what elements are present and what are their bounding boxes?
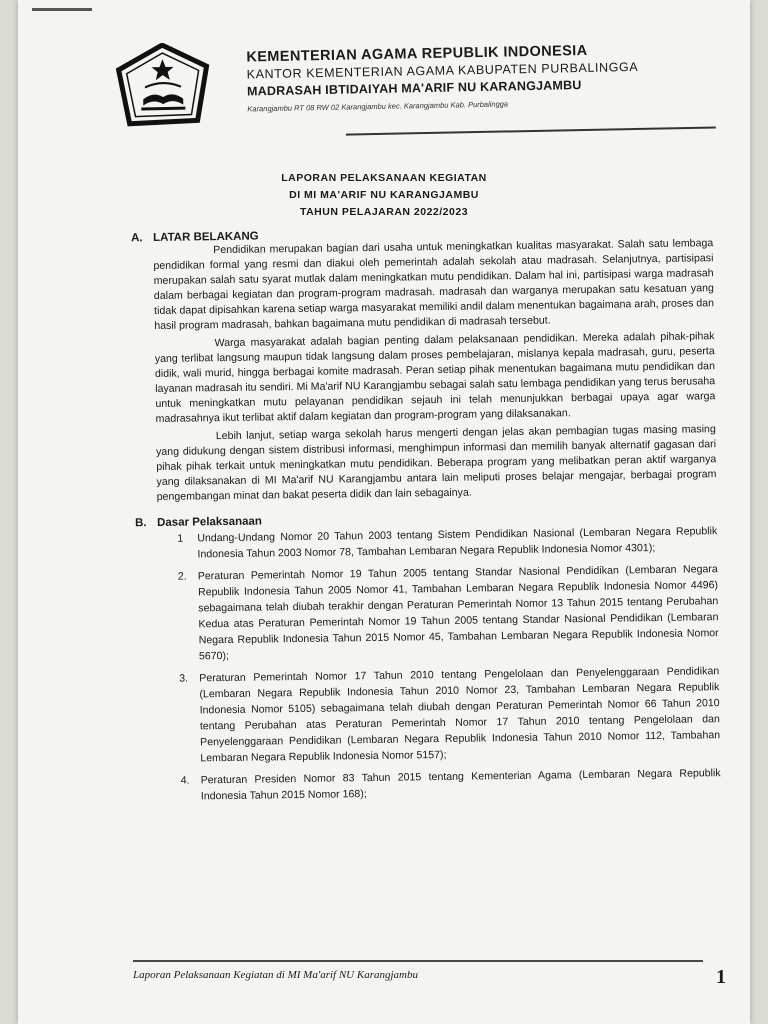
- report-title: [18, 170, 750, 221]
- section-a-letter: A.: [131, 232, 143, 245]
- report-body: [131, 224, 721, 811]
- footer-text: Laporan Pelaksanaan Kegiatan di MI Ma'arif NU Karangjambu: [133, 969, 418, 981]
- title-line-2: DI MI MA'ARIF NU KARANGJAMBU: [289, 189, 479, 201]
- list-item: [159, 663, 720, 767]
- paragraph: Pendidikan merupakan bagian dari usaha untuk meningkatkan kualitas masyarakat. Salah satu lembaga pendidikan formal yang resmi dan diakui oleh pemerintah adalah sekolah atau madrasah. Selanjutnya, partisipasi merupakan salah satu syarat mutlak dalam meningkatkan mutu pendidikan. Dalam hal ini, partisipasi warga madrasah dalam berbagai kegiatan dan program-program madrasah. madrasah dan warganya merupakan satu kesatuan yang tidak dapat dipisahkan karena setiap warga masyarakat memiliki andil dalam menentukan bagaimana arah, proses dan hasil program madrasah, bahkan bagaimana mutu pendidikan di madrasah tersebut.: [153, 237, 715, 332]
- letterhead-address: Karangjambu RT 08 RW 02 Karangjambu kec. Karangjambu Kab. Purbalingga: [247, 99, 509, 114]
- title-line-1: LAPORAN PELAKSANAAN KEGIATAN: [281, 172, 487, 184]
- title-line-3: TAHUN PELAJARAN 2022/2023: [299, 206, 469, 218]
- list-item-text: Peraturan Pemerintah Nomor 19 Tahun 2005 tentang Standar Nasional Pendidikan (Lembaran Negara Republik Indonesia Tahun 2005 Nomor 41, Tambahan Lembaran Negara Republik Indonesia Nomor 4496) sebagaimana telah diubah terakhir dengan Peraturan Pemerintah Nomor 13 Tahun 2015 tentang Perubahan Kedua atas Peraturan Pemerintah Nomor 19 Tahun 2005 tentang Standar Nasional Pendidikan (Lembaran Negara Republik Indonesia Tahun 2015 Nomor 45, Tambahan Lembaran Negara Republik Indonesia Nomor 5670);: [197, 563, 719, 663]
- document-page: [18, 0, 750, 1024]
- list-item-number: 2.: [177, 570, 187, 583]
- paragraph: Warga masyarakat adalah bagian penting dalam pelaksanaan pendidikan. Mereka adalah pihak-pihak yang terlibat langsung maupun tidak langsung dalam proses pembelajaran, mislanya kepala madrasah, guru, peserta didik, wali murid, hingga berbagai komite madrasah. Peran setiap pihak menentukan bagaimana mutu pendidikan dan layanan madrasah itu sendiri. Mi Ma'arif NU Karangjambu sebagai salah satu lembaga pendidikan yang terus berusaha untuk meningkatkan mutu pelayanan pendidikan sejauh ini telah menunjukkan berbagai upaya agar warga madrasahnya ikut terlibat aktif dalam kegiatan dan program-program yang dilaksanakan.: [154, 330, 716, 425]
- section-b-letter: B.: [134, 517, 147, 530]
- letterhead-office: KANTOR KEMENTERIAN AGAMA KABUPATEN PURBALINGGA: [246, 59, 639, 82]
- paragraph: Lebih lanjut, setiap warga sekolah harus mengerti dengan jelas akan pembagian tugas masing masing yang didukung dengan sistem distribusi informasi, menghimpun informasi dan memilih banyak alternatif gagasan dari pihak pihak terkait untuk meningkatkan mutu pendidikan. Beberapa program yang melibatkan peran aktif warganya yang dilaksanakan di MI Ma'arif NU Karangjambu antara lain meliputi proses belajar mengajar, berbagai program pengembangan minat dan bakat peserta didik dan lain sebagainya.: [155, 423, 717, 503]
- page-number: 1: [716, 966, 726, 988]
- section-a-title: LATAR BELAKANG: [153, 230, 259, 244]
- footer-divider: [133, 960, 703, 962]
- scan-mark: [32, 8, 92, 11]
- list-item-number: 3.: [179, 672, 189, 685]
- list-item-number: 4.: [180, 774, 190, 787]
- list-item: [157, 523, 717, 563]
- list-item-text: Undang-Undang Nomor 20 Tahun 2003 tentang Sistem Pendidikan Nasional (Lembaran Negara Republik Indonesia Tahun 2003 Nomor 78, Tambahan Lembaran Negara Republik Indonesia Nomor 4301);: [197, 525, 718, 561]
- list-item-text: Peraturan Presiden Nomor 83 Tahun 2015 tentang Kementerian Agama (Lembaran Negara Republik Indonesia Tahun 2015 Nomor 168);: [200, 767, 721, 803]
- kemenag-emblem-icon: [114, 42, 212, 130]
- list-item: [158, 561, 719, 665]
- legal-basis-list: [157, 523, 721, 805]
- letterhead-divider: [346, 126, 716, 135]
- list-item: [161, 765, 721, 805]
- letterhead-school: MADRASAH IBTIDAIYAH MA'ARIF NU KARANGJAMBU: [246, 78, 582, 99]
- letterhead: [114, 26, 716, 147]
- section-b-title: Dasar Pelaksanaan: [156, 515, 262, 529]
- list-item-number: 1: [177, 532, 184, 545]
- letterhead-ministry: KEMENTERIAN AGAMA REPUBLIK INDONESIA: [246, 42, 588, 66]
- list-item-text: Peraturan Pemerintah Nomor 17 Tahun 2010 tentang Pengelolaan dan Penyelenggaraan Pendidikan (Lembaran Negara Republik Indonesia Tahun 2010 Nomor 23, Tambahan Lembaran Negara Republik Indonesia Nomor 5105) sebagaimana telah diubah dengan Peraturan Pemerintah Nomor 66 Tahun 2010 tentang Perubahan atas Peraturan Pemerintah Nomor 17 Tahun 2010 tentang Pengelolaan dan Penyelenggaraan Pendidikan (Lembaran Negara Republik Indonesia Tahun 2010 Nomor 112, Tambahan Lembaran Negara Republik Indonesia Nomor 5157);: [199, 665, 721, 765]
